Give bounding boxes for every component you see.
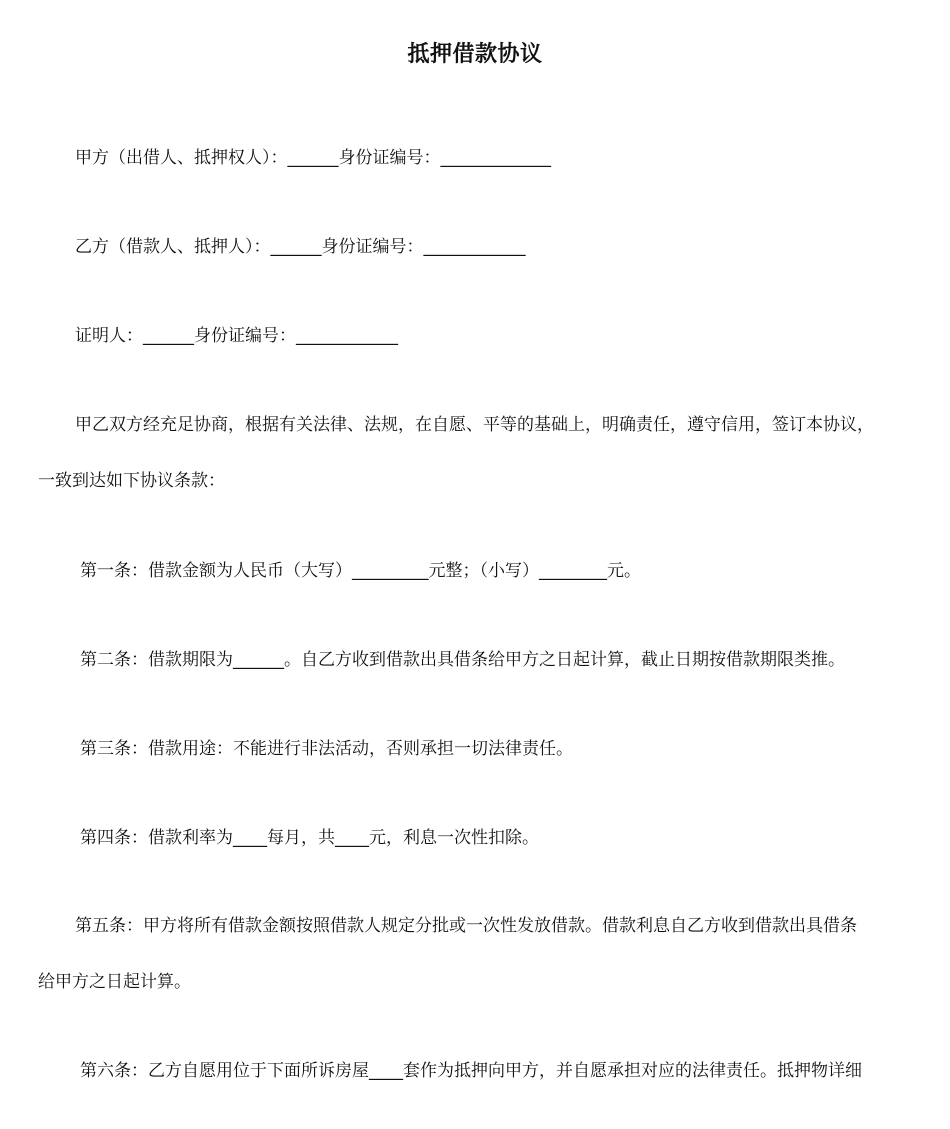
article-4: 第四条：借款利率为____每月，共____元，利息一次性扣除。 <box>80 828 539 848</box>
party-b-line: 乙方（借款人、抵押人）：______身份证编号：____________ <box>75 237 526 257</box>
article-1: 第一条：借款金额为人民币（大写）_________元整；（小写）________元。 <box>80 561 641 581</box>
article-5-line-2: 给甲方之日起计算。 <box>38 972 191 992</box>
preamble-line-2: 一致到达如下协议条款： <box>38 471 225 491</box>
preamble-line-1: 甲乙双方经充足协商，根据有关法律、法规，在自愿、平等的基础上，明确责任，遵守信用，签订本协议， <box>75 415 874 435</box>
article-2: 第二条：借款期限为______。自乙方收到借款出具借条给甲方之日起计算，截止日期按借款期限类推。 <box>80 650 845 670</box>
article-6-line-1: 第六条：乙方自愿用位于下面所诉房屋____套作为抵押向甲方，并自愿承担对应的法律责任。抵押物详细 <box>80 1061 862 1081</box>
article-5-line-1: 第五条：甲方将所有借款金额按照借款人规定分批或一次性发放借款。借款利息自乙方收到借款出具借条 <box>75 916 857 936</box>
article-3: 第三条：借款用途：不能进行非法活动，否则承担一切法律责任。 <box>80 739 573 759</box>
document-title: 抵押借款协议 <box>407 42 543 67</box>
party-a-line: 甲方（出借人、抵押权人）：______身份证编号：_____________ <box>75 148 551 168</box>
witness-line: 证明人：______身份证编号：____________ <box>75 326 398 346</box>
